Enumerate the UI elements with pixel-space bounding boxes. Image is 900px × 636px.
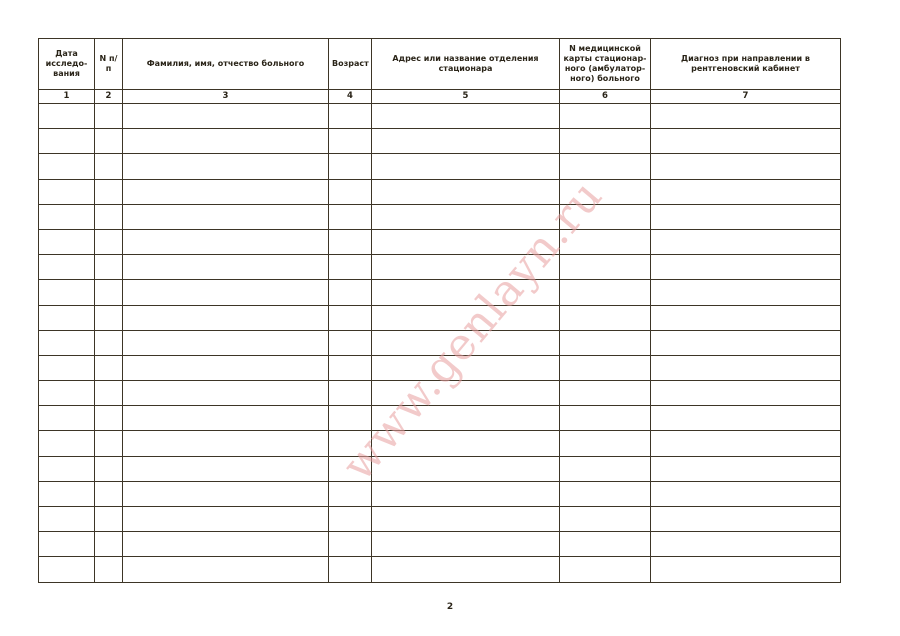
table-cell <box>560 129 651 154</box>
table-cell <box>560 154 651 179</box>
table-cell <box>372 154 560 179</box>
column-header-age: Возраст <box>329 39 372 90</box>
table-cell <box>95 104 123 129</box>
table-cell <box>123 305 329 330</box>
table-cell <box>95 481 123 506</box>
column-header-address: Адрес или название отделения стационара <box>372 39 560 90</box>
table-cell <box>329 330 372 355</box>
table-cell <box>123 280 329 305</box>
table-cell <box>39 431 95 456</box>
table-cell <box>39 481 95 506</box>
table-cell <box>95 229 123 254</box>
table-row <box>39 104 841 129</box>
table-cell <box>651 129 841 154</box>
table-row <box>39 532 841 557</box>
table-cell <box>372 104 560 129</box>
column-number: 1 <box>39 90 95 104</box>
table-row <box>39 481 841 506</box>
table-cell <box>372 129 560 154</box>
table-cell <box>39 532 95 557</box>
table-cell <box>95 507 123 532</box>
table-cell <box>123 204 329 229</box>
table-cell <box>39 456 95 481</box>
table-cell <box>651 330 841 355</box>
table-row <box>39 129 841 154</box>
table-cell <box>39 507 95 532</box>
table-cell <box>329 532 372 557</box>
table-cell <box>329 507 372 532</box>
column-number: 4 <box>329 90 372 104</box>
table-cell <box>651 431 841 456</box>
table-cell <box>651 154 841 179</box>
column-header-diagnosis: Диагноз при направлении в рентгеновский кабинет <box>651 39 841 90</box>
table-cell <box>95 330 123 355</box>
table-cell <box>123 104 329 129</box>
table-cell <box>329 406 372 431</box>
table-cell <box>651 179 841 204</box>
table-row <box>39 280 841 305</box>
table-cell <box>95 406 123 431</box>
table-cell <box>95 129 123 154</box>
table-cell <box>39 255 95 280</box>
column-number: 3 <box>123 90 329 104</box>
table-cell <box>39 104 95 129</box>
table-cell <box>651 305 841 330</box>
table-cell <box>95 456 123 481</box>
table-cell <box>560 305 651 330</box>
table-cell <box>39 179 95 204</box>
table-cell <box>95 557 123 582</box>
table-cell <box>95 431 123 456</box>
table-cell <box>560 481 651 506</box>
table-cell <box>95 305 123 330</box>
column-number: 7 <box>651 90 841 104</box>
table-row <box>39 154 841 179</box>
table-cell <box>123 179 329 204</box>
table-cell <box>329 280 372 305</box>
table-cell <box>372 532 560 557</box>
table-cell <box>39 280 95 305</box>
table-cell <box>39 330 95 355</box>
table-cell <box>560 406 651 431</box>
column-header-card-number: N медицинской карты стационар-ного (амбулатор-ного) больного <box>560 39 651 90</box>
table-cell <box>95 154 123 179</box>
table-cell <box>560 255 651 280</box>
table-cell <box>560 204 651 229</box>
table-cell <box>372 204 560 229</box>
table-cell <box>372 355 560 380</box>
table-cell <box>39 355 95 380</box>
table-cell <box>560 229 651 254</box>
table-cell <box>372 179 560 204</box>
table-row <box>39 381 841 406</box>
table-cell <box>560 381 651 406</box>
table-cell <box>651 456 841 481</box>
table-cell <box>329 431 372 456</box>
table-cell <box>560 179 651 204</box>
table-cell <box>39 204 95 229</box>
table-cell <box>123 456 329 481</box>
table-cell <box>95 255 123 280</box>
table-cell <box>329 456 372 481</box>
table-cell <box>329 204 372 229</box>
table-cell <box>651 481 841 506</box>
table-cell <box>372 280 560 305</box>
page-number: 2 <box>446 602 454 612</box>
table-row <box>39 204 841 229</box>
column-header-number: N п/п <box>95 39 123 90</box>
table-row <box>39 305 841 330</box>
table-cell <box>123 355 329 380</box>
table-cell <box>372 229 560 254</box>
table-cell <box>95 532 123 557</box>
table-row <box>39 330 841 355</box>
table-cell <box>651 557 841 582</box>
table-cell <box>95 280 123 305</box>
table-cell <box>39 229 95 254</box>
table-cell <box>560 355 651 380</box>
table-cell <box>329 179 372 204</box>
table-cell <box>560 104 651 129</box>
table-cell <box>39 305 95 330</box>
table-row <box>39 255 841 280</box>
table-cell <box>123 129 329 154</box>
table-cell <box>39 129 95 154</box>
column-number-row <box>39 90 841 104</box>
table-cell <box>651 532 841 557</box>
table-cell <box>651 280 841 305</box>
table-cell <box>372 406 560 431</box>
table-row <box>39 355 841 380</box>
table-cell <box>651 381 841 406</box>
table-cell <box>651 355 841 380</box>
table-cell <box>372 255 560 280</box>
table-cell <box>329 355 372 380</box>
table-cell <box>123 381 329 406</box>
column-number: 2 <box>95 90 123 104</box>
table-row <box>39 229 841 254</box>
table-cell <box>372 381 560 406</box>
table-row <box>39 557 841 582</box>
table-cell <box>95 179 123 204</box>
table-cell <box>329 104 372 129</box>
table-cell <box>39 154 95 179</box>
table-cell <box>651 229 841 254</box>
table-cell <box>372 456 560 481</box>
table-cell <box>123 330 329 355</box>
table-cell <box>560 557 651 582</box>
table-cell <box>123 229 329 254</box>
table-cell <box>372 305 560 330</box>
table-cell <box>560 532 651 557</box>
table-cell <box>123 557 329 582</box>
table-cell <box>329 557 372 582</box>
table-cell <box>95 355 123 380</box>
table-row <box>39 507 841 532</box>
table-cell <box>651 204 841 229</box>
table-cell <box>329 381 372 406</box>
table-cell <box>123 255 329 280</box>
table-cell <box>39 557 95 582</box>
table-cell <box>95 204 123 229</box>
table-cell <box>329 129 372 154</box>
table-cell <box>651 406 841 431</box>
table-cell <box>651 255 841 280</box>
table-header-row <box>39 39 841 90</box>
table-cell <box>651 104 841 129</box>
table-cell <box>329 229 372 254</box>
table-cell <box>560 330 651 355</box>
table-cell <box>329 154 372 179</box>
table-cell <box>123 431 329 456</box>
table-row <box>39 456 841 481</box>
table-cell <box>329 305 372 330</box>
table-cell <box>372 481 560 506</box>
table-cell <box>39 406 95 431</box>
table-row <box>39 179 841 204</box>
table-cell <box>123 406 329 431</box>
table-cell <box>39 381 95 406</box>
table-cell <box>95 381 123 406</box>
table-cell <box>123 481 329 506</box>
column-number: 6 <box>560 90 651 104</box>
table-row <box>39 406 841 431</box>
table-cell <box>123 507 329 532</box>
column-number: 5 <box>372 90 560 104</box>
table-row <box>39 431 841 456</box>
table-cell <box>123 154 329 179</box>
table-cell <box>372 431 560 456</box>
table-cell <box>123 532 329 557</box>
table-cell <box>372 507 560 532</box>
table-cell <box>372 557 560 582</box>
table-cell <box>372 330 560 355</box>
column-header-patient-name: Фамилия, имя, отчество больного <box>123 39 329 90</box>
table-cell <box>560 507 651 532</box>
x-ray-journal-table <box>38 38 841 583</box>
table-cell <box>651 507 841 532</box>
table-cell <box>329 255 372 280</box>
watermark: www.genlayn.ru <box>332 170 613 491</box>
table-cell <box>560 280 651 305</box>
table-cell <box>560 431 651 456</box>
column-header-date: Дата исследо-вания <box>39 39 95 90</box>
table-cell <box>560 456 651 481</box>
table-cell <box>329 481 372 506</box>
